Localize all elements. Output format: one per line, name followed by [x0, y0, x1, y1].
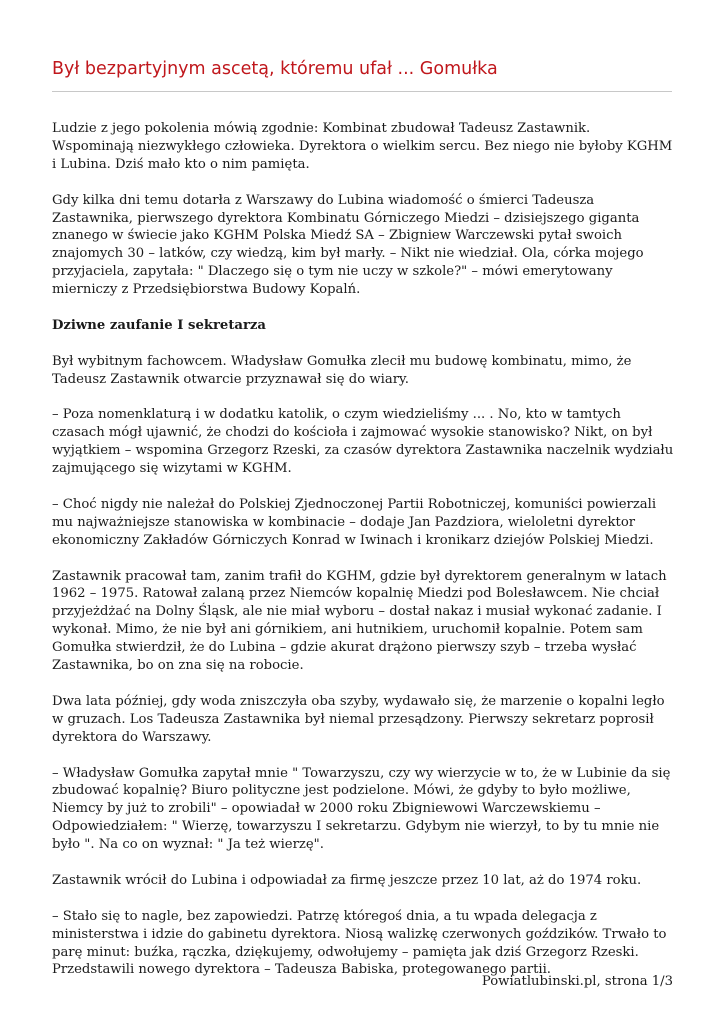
paragraph: – Choć nigdy nie należał do Polskiej Zjednoczonej Partii Robotniczej, komuniści powierzali mu najważniejsze stanowiska w kombinacie – dodaje Jan Pazdziora, wieloletni dyrektor ekonomiczny Zakładów Górniczych Konrad w Iwinach i kronikarz dziejów Polskiej Miedzi. [52, 496, 657, 548]
paragraph: Zastawnik pracował tam, zanim trafił do KGHM, gdzie był dyrektorem generalnym w latach 1962 – 1975. Ratował zalaną przez Niemców kopalnię Miedzi pod Bolesławcem. Nie chciał przyjeżdżać na Dolny Śląsk, ale nie miał wyboru – dostał nakaz i musiał wykonać zadanie. I wykonał. Mimo, że nie był ani górnikiem, ani hutnikiem, uruchomił kopalnie. Potem sam Gomułka stwierdził, że do Lubina – gdzie akurat drążono pierwszy szyb – trzeba wysłać Zastawnika, bo on zna się na robocie. [52, 568, 667, 674]
paragraph-intro: Ludzie z jego pokolenia mówią zgodnie: Kombinat zbudował Tadeusz Zastawnik. Wspominają niezwykłego człowieka. Dyrektora o wielkim sercu. Bez niego nie byłoby KGHM i Lubina. Dziś mało kto o nim pamięta. [52, 121, 673, 172]
paragraph-news: Gdy kilka dni temu dotarła z Warszawy do Lubina wiadomość o śmierci Tadeusza Zastawnika, pierwszego dyrektora Kombinatu Górniczego Miedzi – dzisiejszego giganta znanego w świecie jako KGHM Polska Miedź SA – Zbigniew Warczewski pytał swoich znajomych 30 – latków, czy wiedzą, kim był marły. – Nikt nie wiedział. Ola, córka mojego przyjaciela, zapytała: " Dlaczego się o tym nie uczy w szkole?" – mówi emerytowany mierniczy z Przedsiębiorstwa Budowy Kopalń. [52, 192, 644, 298]
paragraph: Był wybitnym fachowcem. Władysław Gomułka zlecił mu budowę kombinatu, mimo, że Tadeusz Zastawnik otwarcie przyznawał się do wiary. [52, 353, 632, 387]
title-divider [52, 91, 672, 92]
paragraph: Zastawnik wrócił do Lubina i odpowiadał za firmę jeszcze przez 10 lat, aż do 1974 roku. [52, 872, 642, 888]
paragraph: Dwa lata później, gdy woda zniszczyła oba szyby, wydawało się, że marzenie o kopalni legło w gruzach. Los Tadeusza Zastawnika był niemal przesądzony. Pierwszy sekretarz poprosił dyrektora do Warszawy. [52, 693, 665, 745]
paragraph: – Poza nomenklaturą i w dodatku katolik, o czym wiedzieliśmy ... . No, kto w tamtych czasach mógł ujawnić, że chodzi do kościoła i zajmować wysokie stanowisko? Nikt, on był wyjątkiem – wspomina Grzegorz Rzeski, za czasów dyrektora Zastawnika naczelnik wydziału zajmującego się wizytami w KGHM. [52, 407, 674, 477]
paragraph: – Stało się to nagle, bez zapowiedzi. Patrzę któregoś dnia, a tu wpada delegacja z ministerstwa i idzie do gabinetu dyrektora. Niosą walizkę czerwonych goździków. Trwało to parę minut: buźka, rączka, dziękujemy, odwołujemy – pamięta jak dziś Grzegorz Rzeski. Przedstawili nowego dyrektora – Tadeusza Babiska, protegowanego partii. [52, 908, 667, 978]
page-footer: Powiatlubinski.pl, strona 1/3 [481, 974, 673, 989]
section-heading: Dziwne zaufanie I sekretarza [52, 317, 266, 333]
paragraph: – Władysław Gomułka zapytał mnie " Towarzyszu, czy wy wierzycie w to, że w Lubinie da się zbudować kopalnię? Biuro polityczne jest podzielone. Mówi, że gdyby to było możliwe, Niemcy by już to zrobili" – opowiadał w 2000 roku Zbigniewowi Warczewskiemu – Odpowiedziałem: " Wierzę, towarzyszu I sekretarzu. Gdybym nie wierzył, to by tu mnie nie było ". Na co on wyznał: " Ja też wierzę". [52, 765, 671, 853]
article-title: Był bezpartyjnym ascetą, któremu ufał ... Gomułka [52, 59, 498, 79]
article-body [52, 120, 674, 997]
